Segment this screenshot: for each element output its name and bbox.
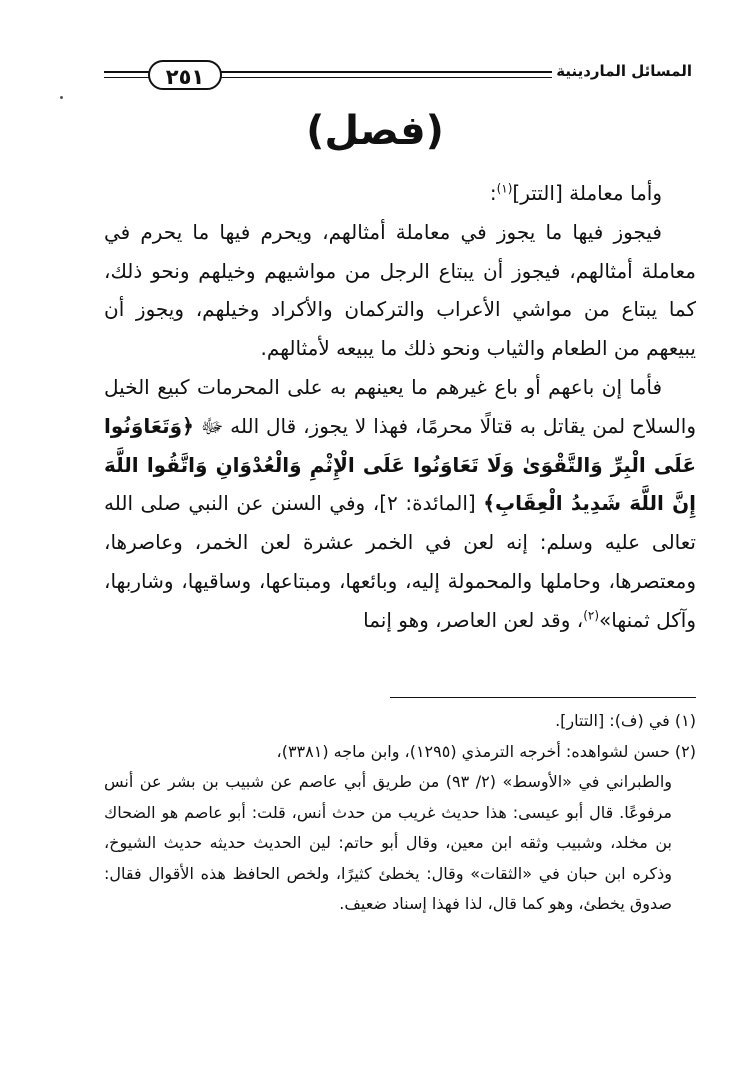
page-number: ٢٥١ — [148, 60, 222, 90]
intro-line — [104, 174, 696, 213]
section-heading: (فصل) — [306, 108, 444, 154]
intro-text: وأما معاملة [التتر] — [512, 181, 662, 205]
paragraph-2 — [104, 368, 696, 640]
paragraph-1: فيجوز فيها ما يجوز في معاملة أمثالهم، ويحرم فيها ما يحرم في معاملة أمثالهم، فيجوز أن يبتاع الرجل من مواشيهم وخيلهم ونحو ذلك، كما يبتاع من مواشي الأعراب والتركمان والأكراد وخيلهم، ويجوز أن يبيعهم من الطعام والثياب ونحو ذلك ما يبيعه لأمثالهم. — [104, 219, 696, 361]
paragraph-2-start: فأما إن باعهم أو باع غيرهم ما يعينهم به على المحرمات كبيع الخيل والسلاح لمن يقاتل به قتالًا محرمًا، فهذا لا يجوز، قال الله ﷻ — [104, 374, 696, 438]
paragraph-2-middle: [المائدة: ٢]، وفي السنن عن النبي صلى الله تعالى عليه وسلم: إنه لعن في الخمر عشرة لعن الخمر، وعاصرها، ومعتصرها، وحاملها والمحمولة إليه، وبائعها، ومبتاعها، وساقيها، وشاربها، وآكل ثمنها» — [104, 491, 696, 632]
scan-speck — [60, 96, 63, 99]
footnote-2-first: (٢) حسن لشواهده: أخرجه الترمذي (١٢٩٥)، وابن ماجه (٣٣٨١)، — [276, 741, 696, 761]
paragraph-2-end: ، وقد لعن العاصر، وهو إنما — [363, 607, 584, 632]
footnote-2-rest: والطبراني في «الأوسط» (٢/ ٩٣) من طريق أبي عاصم عن شبيب بن بشر عن أنس مرفوعًا. قال أبو عيسى: هذا حديث غريب من حدث أنس، قلت: أبو عاصم هو الضحاك بن مخلد، وشبيب وثقه ابن معين، وقال أبو حاتم: لين الحديث حديثه حديث الشيوخ، وذكره ابن حبان في «الثقات» وقال: يخطئ كثيرًا، ولخص الحافظ هذه الأقوال فقال: صدوق يخطئ، وهو كما قال، لذا فهذا إسناد ضعيف. — [104, 772, 672, 913]
main-text — [104, 174, 696, 640]
footnotes — [104, 706, 696, 920]
intro-colon: : — [489, 181, 497, 205]
footnote-1: (١) في (ف): [التتار]. — [555, 711, 696, 730]
quran-verse: ﴿وَتَعَاوَنُوا عَلَى الْبِرِّ وَالتَّقْوَىٰ وَلَا تَعَاوَنُوا عَلَى الْإِثْمِ وَالْعُدْوَانِ وَاتَّقُوا اللَّهَ إِنَّ اللَّهَ شَدِيدُ الْعِقَابِ﴾ — [104, 413, 696, 516]
footnote-ref-1: (١) — [496, 181, 513, 196]
book-title: المسائل الماردينية — [552, 62, 696, 80]
footnote-separator — [390, 697, 696, 698]
running-header — [104, 62, 696, 92]
footnote-ref-2: (٢) — [583, 608, 600, 623]
